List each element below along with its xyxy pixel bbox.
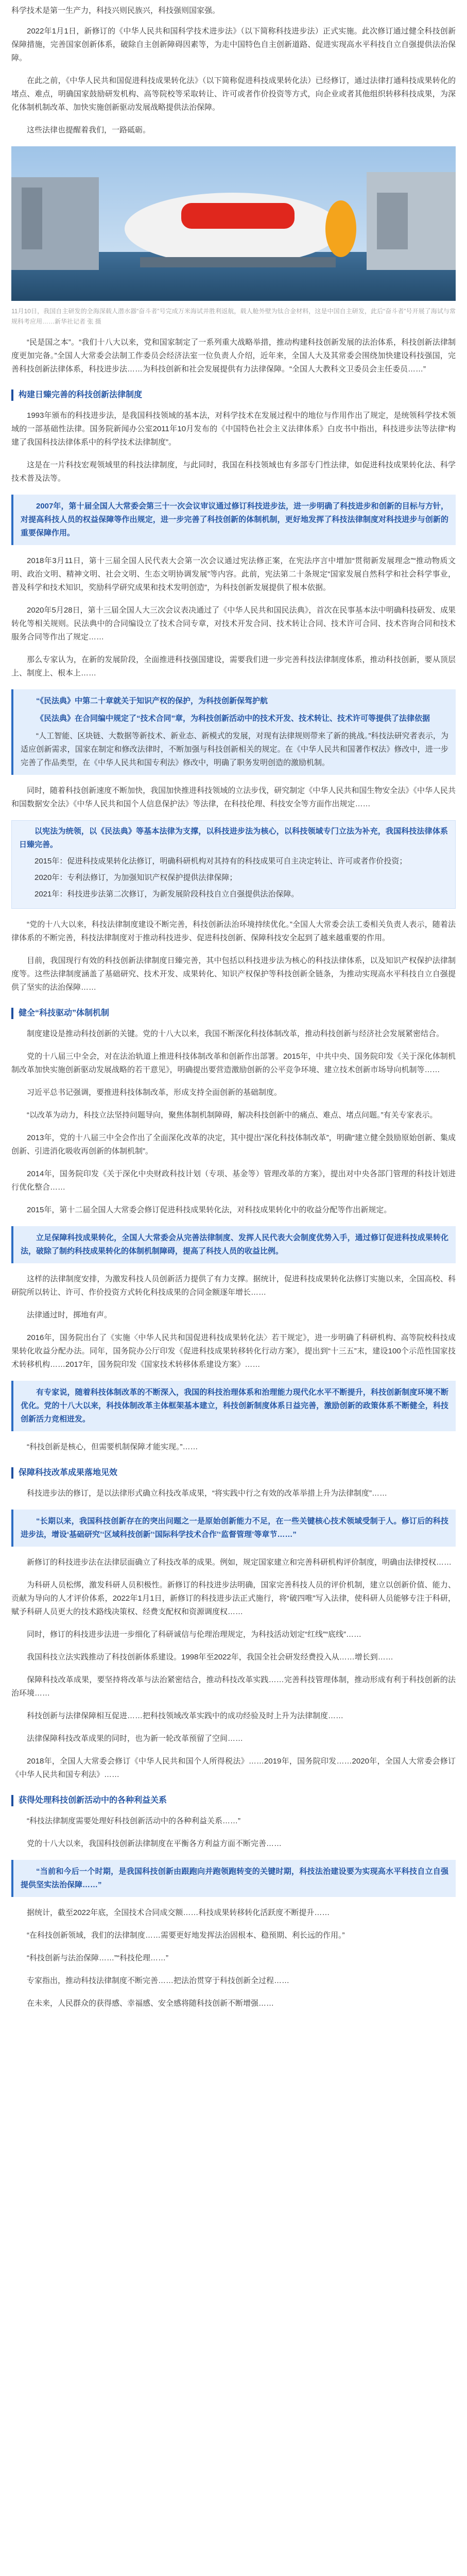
paragraph: 在未来，人民群众的获得感、幸福感、安全感将随科技创新不断增强…… — [27, 1999, 274, 2008]
section-heading: 保障科技改革成果落地见效 — [11, 1467, 456, 1479]
paragraph: “科技创新是核心，但需要机制保障才能实现。”…… — [27, 1443, 198, 1451]
paragraph: “在科技创新领域，我们的法律制度……需要更好地发挥法治固根本、稳预期、利长远的作用。” — [27, 1931, 345, 1940]
paragraph: 专家指出，推动科技法律制度不断完善……把法治贯穿于科技创新全过程…… — [27, 1976, 290, 1985]
paragraph: 这样的法律制度安排，为激发科技人员创新活力提供了有力支撑。据统计，促进科技成果转化法修订实施以来，全国高校、科研院所以转让、许可、作价投资方式转化科技成果的合同金额逐年增长…… — [11, 1275, 456, 1297]
highlight-block — [11, 1226, 456, 1263]
paragraph: 2015年，第十二届全国人大常委会修订促进科技成果转化法，对科技成果转化中的收益分配等作出新规定。 — [27, 1206, 392, 1214]
paragraph: 法律通过时，掷地有声。 — [27, 1311, 112, 1319]
highlight-block — [11, 1510, 456, 1547]
highlight-block — [11, 689, 456, 775]
paragraph: 这是在一片科技宏观领域里的科技法律制度，与此同时，我国在科技领域也有多部专门性法律，如促进科技成果转化法、科学技术普及法等。 — [11, 461, 456, 483]
lead-paragraph: 科学技术是第一生产力，科技兴则民族兴，科技强则国家强。 — [11, 6, 220, 15]
highlight-block — [11, 1381, 456, 1431]
highlight-title: “《民法典》中第二十章就关于知识产权的保护，为科技创新保驾护航 — [36, 697, 268, 705]
paragraph: 2020年5月28日，第十三届全国人大三次会议表决通过了《中华人民共和国民法典》，首次在民事基本法中明确科技研发、成果转化等相关规则。民法典中的合同编设立了技术合同专章，对技术开发合同、技术转让合同、技术许可合同、技术咨询合同和技术服务合同等作出了规定…… — [11, 606, 456, 641]
paragraph: 党的十八届三中全会，对在法治轨道上推进科技体制改革和创新作出部署。2015年，中共中央、国务院印发《关于深化体制机制改革加快实施创新驱动发展战略的若干意见》，明确提出要营造激励创新的公平竞争环境、建立技术创新市场导向机制等…… — [11, 1052, 456, 1074]
highlight-title: 《民法典》在合同编中规定了“技术合同”章，为科技创新活动中的技术开发、技术转让、技术许可等提供了法律依据 — [36, 714, 430, 723]
paragraph: 2018年3月11日，第十三届全国人民代表大会第一次会议通过宪法修正案，在宪法序言中增加“贯彻新发展理念”“推动物质文明、政治文明、精神文明、社会文明、生态文明协调发展”等内容。此前，宪法第二十条规定“国家发展自然科学和社会科学事业，普及科学和技术知识，奖励科学研究成果和技术发明创造”，为科技创新发展提供了根本依据。 — [11, 556, 456, 592]
paragraph: 习近平总书记强调，要推进科技体制改革，形成支持全面创新的基础制度。 — [27, 1088, 282, 1097]
paragraph: “科技创新与法治保障……”“科技伦理……” — [27, 1954, 168, 1962]
paragraph: 新修订的科技进步法在法律层面确立了科技改革的成果。例如，规定国家建立和完善科研机构评价制度，明确由法律授权…… — [27, 1558, 452, 1567]
paragraph: 制度建设是推动科技创新的关键。党的十八大以来，我国不断深化科技体制改革，推动科技创新与经济社会发展紧密结合。 — [27, 1029, 444, 1038]
paragraph: 保障科技改革成果，要坚持将改革与法治紧密结合，推动科技改革实践……完善科技管理体制，推动形成有利于科技创新的法治环境…… — [11, 1675, 456, 1698]
highlight-text: “当前和今后一个时期，是我国科技创新由跟跑向并跑领跑转变的关键时期，科技法治建设要为实现高水平科技自立自强提供坚实法治保障……” — [21, 1867, 448, 1889]
list-item: 2020年：专利法修订，为加强知识产权保护提供法律保障； — [34, 873, 237, 882]
highlight-text: “长期以来，我国科技创新存在的突出问题之一是原始创新能力不足，在一些关键核心技术领域受制于人。修订后的科技进步法，增设‘基础研究’‘区域科技创新’‘国际科学技术合作’‘监督管理’等章节……” — [21, 1517, 448, 1539]
paragraph: 同时，随着科技创新速度不断加快，我国加快推进科技领域的立法步伐，研究制定《中华人民共和国生物安全法》《中华人民共和国数据安全法》《中华人民共和国个人信息保护法》等法律，在科技伦理、科技安全等方面作出规定…… — [11, 786, 456, 808]
paragraph: 我国科技立法实践推动了科技创新体系建设。1998年至2022年，我国全社会研发经费投入从……增长到…… — [27, 1653, 393, 1662]
highlight-text: 2007年，第十届全国人大常委会第三十一次会议审议通过修订科技进步法，进一步明确了科技进步和创新的目标与方针，对提高科技人员的权益保障等作出规定，进一步完善了科技创新的体制机制，更好地发挥了科技法律制度对科技进步与创新的重要保障作用。 — [21, 502, 448, 537]
section-heading: 健全“科技驱动”体制机制 — [11, 1008, 456, 1019]
list-item: 2021年：科技进步法第二次修订，为新发展阶段科技自立自强提供法治保障。 — [34, 890, 299, 899]
quote-text: 以宪法为统领，以《民法典》等基本法律为支撑，以科技进步法为核心，以科技领域专门立法为补充，我国科技法律体系日臻完善。 — [19, 827, 448, 849]
paragraph: 为科研人员松绑，激发科研人员积极性。新修订的科技进步法明确，国家完善科技人员的评价机制，建立以创新价值、能力、贡献为导向的人才评价体系，2022年1月1日，新修订的科技进步法正式施行，将“破四唯”写入法律，使科研人员能够专注于科研，赋予科研人员更大的技术路线决策权、经费支配权和资源调度权…… — [11, 1581, 456, 1616]
paragraph: 科技进步法的修订，是以法律形式确立科技改革成果，“将实践中行之有效的改革举措上升为法律制度”…… — [27, 1489, 387, 1498]
paragraph: 这些法律也提醒着我们，一路砥砺。 — [27, 126, 151, 134]
highlight-text: 有专家说，随着科技体制改革的不断深入，我国的科技治理体系和治理能力现代化水平不断提升，科技创新制度环境不断优化。党的十八大以来，科技体制改革主体框架基本建立，科技创新制度体系日益完善，激励创新的政策体系不断健全，科技创新活力竞相迸发。 — [21, 1388, 448, 1423]
paragraph: 据统计，截至2022年底，全国技术合同成交额……科技成果转移转化活跃度不断提升…… — [27, 1908, 330, 1917]
highlight-block — [11, 1860, 456, 1897]
section-heading: 构建日臻完善的科技创新法律制度 — [11, 389, 456, 401]
paragraph: 2016年，国务院出台了《实施〈中华人民共和国促进科技成果转化法〉若干规定》，进一步明确了科研机构、高等院校科技成果转化收益分配办法。同年，国务院办公厅印发《促进科技成果转移转化行动方案》，提出到“十三五”末，建设100个示范性国家技术转移机构……2017年，国务院印发《国家技术转移体系建设方案》…… — [11, 1333, 456, 1369]
paragraph: “民是国之本”。“我们十八大以来，党和国家制定了一系列重大战略举措，推动构建科技创新发展的法治体系，科技创新法律制度更加完备。”全国人大常委会法制工作委员会经济法室一位负责人介绍，近年来，全国人大及其常委会围绕加快建设科技强国，完善科技创新法律体系，科技进步法……为科技创新和社会发展提供有力法律保障。“全国人大教科文卫委员会主任委员……” — [11, 338, 456, 374]
paragraph: 那么专家认为，在新的发展阶段，全面推进科技强国建设，需要我们进一步完善科技法律制度体系，推动科技创新，要从顶层上、制度上、根本上…… — [11, 655, 456, 677]
paragraph: 2022年1月1日，新修订的《中华人民共和国科学技术进步法》（以下简称科技进步法）正式实施。此次修订通过健全科技创新保障措施，完善国家创新体系，破除自主创新障碍因素等，为走中国特色自主创新道路、促进实现高水平科技自立自强提供法治保障。 — [11, 27, 456, 62]
photo-caption: 11月10日，我国自主研发的全海深载人潜水器“奋斗者”号完成万米海试并胜利返航，载人舱外壁为钛合金材料，这是中国自主研发，此后“奋斗者”号开展了海试与常规科考应用……新华社记者 张 摄 — [11, 308, 456, 325]
paragraph: 同时，修订的科技进步法进一步细化了科研诚信与伦理治理规定，为科技活动划定“红线”“底线”…… — [27, 1630, 361, 1639]
paragraph: “党的十八大以来，科技法律制度建设不断完善，科技创新法治环境持续优化。”全国人大常委会法工委相关负责人表示，随着法律体系的不断完善，科技法律制度对于推动科技进步、促进科技创新、保障科技安全起到了越来越重要的作用。 — [11, 920, 456, 942]
paragraph: 2018年，全国人大常委会修订《中华人民共和国个人所得税法》……2019年，国务院印发……2020年，全国人大常委会修订《中华人民共和国专利法》…… — [11, 1757, 456, 1779]
paragraph: 在此之前，《中华人民共和国促进科技成果转化法》（以下简称促进科技成果转化法）已经修订，通过法律打通科技成果转化的堵点、难点，明确国家鼓励研发机构、高等院校等采取转让、许可或者作价投资等方式，向企业或者其他组织转移科技成果，为深化体制机制改革、加快实施创新驱动发展战略提供法治保障。 — [11, 76, 456, 112]
paragraph: 2013年，党的十八届三中全会作出了全面深化改革的决定，其中提出“深化科技体制改革”，明确“建立健全鼓励原始创新、集成创新、引进消化吸收再创新的体制机制”。 — [11, 1133, 456, 1156]
paragraph: 1993年颁布的科技进步法，是我国科技领域的基本法，对科学技术在发展过程中的地位与作用作出了规定，是统领科学技术领域的一部基础性法律。国务院新闻办公室2011年10月发布的《中国特色社会主义法律体系》白皮书中指出，科技进步法等法律“构建了我国科技法律体系中的科学技术法律制度”。 — [11, 411, 456, 447]
paragraph: “科技法律制度需要处理好科技创新活动中的各种利益关系……” — [27, 1817, 240, 1825]
paragraph: 目前，我国现行有效的科技创新法律制度日臻完善，其中包括以科技进步法为核心的科技法律体系，以及知识产权保护法律制度等。这些法律制度涵盖了基础研究、技术开发、成果转化、知识产权保护等科技创新全链条，为推动实现高水平科技自立自强提供了坚实的法治保障…… — [11, 956, 456, 992]
article-photo — [11, 146, 456, 301]
list-item: 2015年：促进科技成果转化法修订，明确科研机构对其持有的科技成果可自主决定转让、许可或者作价投资； — [34, 857, 407, 866]
paragraph: “以改革为动力，科技立法坚持问题导向，聚焦体制机制障碍，解决科技创新中的痛点、难点、堵点问题。”有关专家表示。 — [27, 1111, 438, 1120]
paragraph: 2014年，国务院印发《关于深化中央财政科技计划（专项、基金等）管理改革的方案》，提出对中央各部门管理的科技计划进行优化整合…… — [11, 1170, 456, 1192]
highlight-block — [11, 495, 456, 545]
paragraph: 科技创新与法律保障相互促进……把科技领域改革实践中的成功经验及时上升为法律制度…… — [27, 1711, 344, 1720]
section-heading: 获得处理科技创新活动中的各种利益关系 — [11, 1795, 456, 1806]
quote-box — [11, 820, 456, 909]
paragraph: 党的十八大以来，我国科技创新法律制度在平衡各方利益方面不断完善…… — [27, 1839, 282, 1848]
paragraph: 法律保障科技改革成果的同时，也为新一轮改革预留了空间…… — [27, 1734, 244, 1743]
highlight-text: “人工智能、区块链、大数据等新技术、新业态、新模式的发展，对现有法律规则带来了新的挑战。”科技法研究者表示，为适应创新需求，国家在制定和修改法律时，不断加强与科技创新相关的规定。在《中华人民共和国著作权法》修改中，进一步完善了作品类型，在《中华人民共和国专利法》修改中，明确了职务发明创造的激励机制。 — [21, 732, 448, 767]
highlight-text: 立足保障科技成果转化，全国人大常委会从完善法律制度、发挥人民代表大会制度优势入手，通过修订促进科技成果转化法，破除了制约科技成果转化的体制机制障碍，提高了科技人员的收益比例。 — [21, 1233, 448, 1256]
